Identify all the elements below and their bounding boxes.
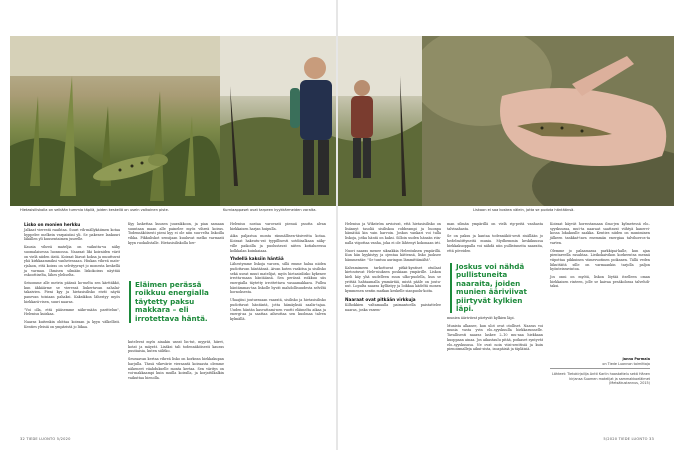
paragraph: Nuori naaras menee siksakkia Helentuksen ympärillä. Kun hän kyykistyy ja ojentaa kättensä, lisko juoksee hämmentäe: "Se tuntuu auringon lämmittämältä". — [345, 248, 441, 262]
lizard-photo-illustration — [10, 36, 220, 206]
divider — [550, 368, 650, 369]
paragraph: Lähestymme liskoja varoen, sillä emme halua niiden pudottavan häntäänsä. Aivan kuten vaskitsa ja sisilisko sekä useat muut matelijat, myös hietasisilisko kykenee irrotta-maan häntäänsä. Sen perässä roikkuu siis energialla täytetty irrottettava vasaamakkara. Pullea häntämmas-taa liskolle hyvät mahdollisuudesta selviltä hornoksesta. — [230, 262, 326, 295]
paragraph: Olemme jo palaamassa parkkipai-kalle, kun ajan pientareella rasahtaa. Lieikokaivikon korkeentsa mennä viipottaa pikkuinen viimevuotinen poikanen. Tällä veden liikuttäitä sille on varmaankin tarjolla paljon hyönteisravintoa. — [550, 248, 650, 272]
author-credit — [550, 357, 650, 386]
section-heading: Lisko on monien herkku — [24, 222, 81, 227]
paragraph: Helenius ja Wikström arvioivat, että hietasisilisko on lisännyt tasoliä sisiliskoa robbeampi ja huonpa hämätää kin vain harvoin. Joskus vankari voi tulla liskoja, jotka häntä on kaksi. Silloin uuden hänsän riin-nalla viipottaa vanha, joka ei ole lähtenyt kokonaan irti. — [345, 222, 441, 245]
paragraph: Helenius nostaa varovasti pienuä puutta alvan hiekkaisen harjan huipulla. — [230, 222, 326, 231]
text-column-6 — [550, 222, 650, 292]
text-column-5-continued — [447, 316, 543, 355]
paragraph: "Voi olla, että pääsemme näke-mään parittelun", Helenius kuiskaa. — [24, 307, 120, 317]
author-name: Janna Parmala — [622, 357, 650, 361]
photo-caption-middle: Kurniaappaset ovat tarpeen kyykkärmeiden varalta. — [223, 208, 317, 212]
pull-quote-bar — [450, 263, 452, 313]
hand-photo-illustration — [422, 36, 674, 206]
paragraph: Jos onni on myötä, liskon löytää itselleen oman hiekkaisen rinteen, jolle se kaivaa pesäkolossa talvehdi-taksi. — [550, 275, 650, 289]
text-column-3 — [230, 222, 326, 325]
paragraph: Aika paljastua monta ränmällisen-täsiveitta kotaa. Koiraat hakeutu-vat tyypillisesti sotdiisalkaan näky-ville paikoilla ja puolustavat niiten kotialueessa kolkkalan kuinkaiaaa. — [230, 234, 326, 253]
section-heading: Yhdellä kaksiin häntää — [230, 256, 284, 262]
paragraph: Jalkaat vierestä raaihtaa. Suuri vih-mällykäiimen kotaa hyppelee melkein varpaisiini yli. Se pakenee lankuuri läkällen yli kuusentaimen juurelle. — [24, 228, 120, 242]
pull-quote-text: Eläimen perässä roikkuu energialla täytetty paksu makkara – eli irrotettava häntä. — [135, 280, 209, 323]
section-heading: Naaraat ovat pitkään virkkuja — [345, 296, 416, 302]
paragraph: kutelevat myös ainakin useat lin-tut, myyrät, hiiret, kotat ja mäyrät. Lisäksi tali todennäköisesti kauras puutiaisia, kuten siilitko. — [128, 340, 224, 354]
text-column-5 — [447, 222, 543, 256]
pull-quote-right — [456, 263, 542, 313]
researchers-photo-illustration — [220, 36, 422, 206]
paragraph: Seisomme alle metrin päässä ko-melta sen kärttäkkö, kun äkkäärme se vieressä liukertavan sahalai-takaivien. Pieni kyy ja hietasisilisko eivät näytä panevan toisiaan pahaksi. Kaksikkoa lähestyy myös hiekkarä-risen, suuri naaras. — [24, 281, 120, 304]
author-role: on Tiede Luonnon toimittaja — [602, 361, 650, 366]
paragraph: Kausia vihreä mateljia on vaikutta-va näky suomalaisessa luonnossa. Naaraat liki koiraiden värit on vielä niiden iästä. Koiraat liiavat koksa ja muuttuvat yhä kirkkaammiksi vanhetessaan. Hiukan vihreä mate-rjalaon, että koiras on selvityyrnyt jo monesta keskellä ja varmau. Ihmisen silmään liskokoiras näyttää eskoottiselta, lähes yleliselta. — [24, 245, 120, 278]
paragraph: Kyy laskettaa kuusen juuraikkoon, ja pian samaan suuntaan maan alle painelee myös vihreä koiras. Todennäköisesti pieni kyy ei ole niin suu-relta liskoilla vihka. Pikkuliskot sensijaan kuuluvat melko varmasti kyyn ruokalistalle. Hietasisiliskolla her- — [128, 222, 224, 245]
pull-quote-text: Joskus voi nähdä pullistuneita naaraita, joiden munien ääriviivat piirtyvät kylkien läpi. — [456, 262, 527, 314]
paragraph: Kilhokkien valtamaalla paimantoella paistattelee naaras, joska vasem- — [345, 302, 441, 312]
paragraph: Kalvamimeen tarkottuvat pitkä-kyntiset otuilaat kietoutuvat Hele-niuksen poskiaan ympärille. Liskon kieli käy yhä uudelleen suun ulko-puolella, kun se yrittää hahtaamalla ymmärtää, mistä pääle on joutu-nut. Lopulta naaras kyllästyy ja loikkaa kädeltä monen kymmenen sentin matkan keskelle sianpuolu-koita. — [345, 265, 441, 294]
text-column-4 — [345, 222, 441, 315]
paragraph: Uhaajiiui joutuessaan vaaratä, sisilisko ja hietasisilisko pudottavat häntäntä, jotta hämäyksiä saalis-tajaa. Uuden häntän kasvattami-nen vuotti eläimelta aikaa ja energi-aa ja saattaa aiheuttaa sen kuolmaa talven kylmällä. — [230, 298, 326, 321]
text-column-1 — [24, 222, 120, 332]
pull-quote-left — [135, 281, 223, 323]
paragraph: Se on paksu ja kantaa todennäköi-sesti sisällään jo hedelmöittyneitä munia. Mydhemmin keskikuussa hiekkakuoppalla voi nähdä niin pullistuneita naaraita, että pöveiden — [447, 234, 543, 253]
page-gutter — [336, 0, 338, 450]
page-footer-left: 32 TIEDE LUONTO 5/2020 — [20, 437, 71, 441]
paragraph: Koiraat käyvät horrostamaan ilmo-jen kylmetessä elo–syyskuussa, mut-ta naaraat saattavat viihtyä kanervi-kossa lokakuulle saakka. Kenties niiden on muniminen jälkeen tankkat-tava enemmän energiaa talvihorros-ta varten. — [550, 222, 650, 245]
paragraph: munien ääriviivat piirtyvät kylkien läpi. — [447, 316, 515, 320]
text-column-2 — [128, 222, 224, 249]
paragraph: Naaras kuitenkin ohittaa koiraan ja kyyn välkellisti. Kenties yleisiä on ympäristä jo liikaa. — [24, 319, 120, 329]
photo-caption-right: Liskoon ei saa koskea välein, jotta se pudota häntäänsä. — [473, 208, 575, 212]
text-column-2-continued — [128, 340, 224, 384]
paragraph: Munista alkanee, kun ulot ovat otolliset. Naaras voi munia vasta yvin elo–syyskuulla hiekkarunnelle. Tavallisesti naaras laskee 2–10 mu-naa hiekkaan kuoppaan ainaa. Jos aikastaulu pitää, poikaset syntyvät elo–syyskuussa. Ne ovat noin viisi-senttisiä ja kuin pienoismalleja aikui-sista, isoapäisiä ja täpläisiä. — [447, 323, 543, 352]
paragraph: man silmän ympärillä on vielä rip-peitä vanhasta talvinahasta. — [447, 222, 543, 231]
paragraph: Seuraavan kertaa vihreä lisko on korkean hiekkakupan harjulla. Tässä vikevärie vieraantä koiraasta olemme näkeneet viiahdukselle monta kertaa. Sen väritys on voi-makkaampi kuin muilla koiralla, ja korjattilkalkin vaikuttaa hienolla. — [128, 357, 224, 380]
photo-lizard-closeup — [10, 36, 220, 206]
photo-hand-with-lizard — [422, 36, 674, 206]
photo-caption-left: Hietasisiliskolla on selkään tummia täpliä, joiden keskellä on usein valkoinen piste. — [20, 208, 169, 212]
sources-note: Lähteet: Tietokirjailija Antti Karlin haastattelu sekä Hänen kirjansa Suomen matelijat ja sammakkoeläimet (Metsäkustannus, 2015) — [551, 372, 650, 386]
pull-quote-bar — [129, 281, 131, 323]
photo-researchers — [220, 36, 422, 206]
page-footer-right: 5/2020 TIEDE LUONTO 33 — [603, 437, 654, 441]
